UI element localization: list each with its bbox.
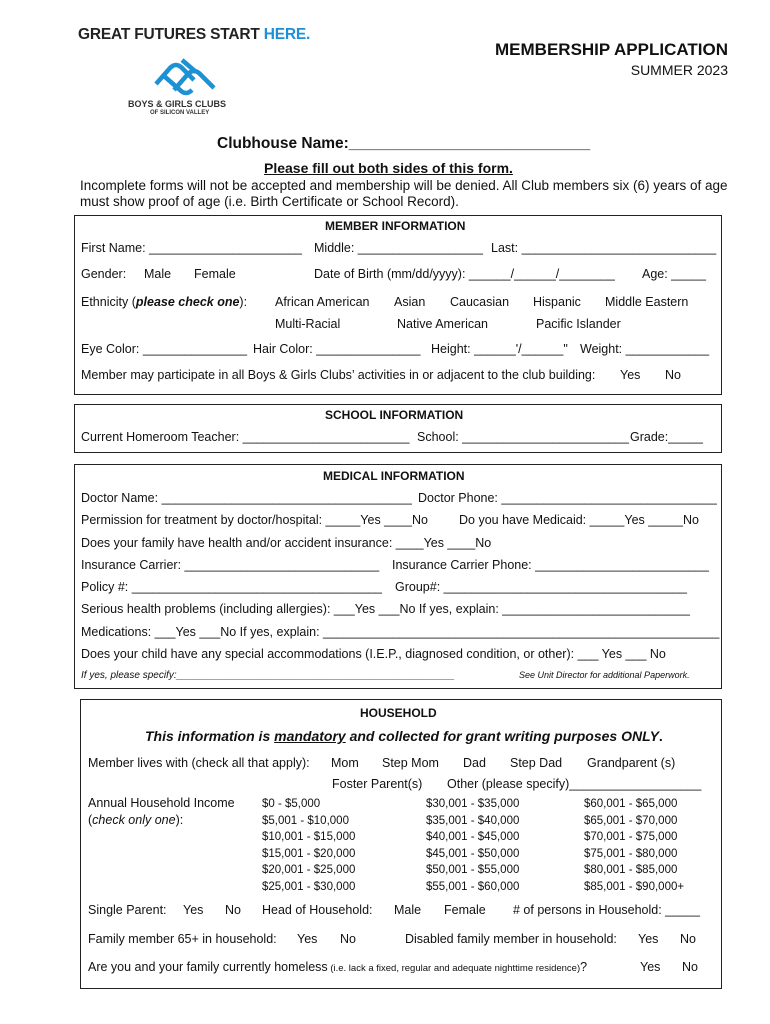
income-column-3: [584, 796, 684, 895]
grade-field[interactable]: Grade:_____: [630, 430, 703, 444]
income-option[interactable]: $40,001 - $45,000: [426, 831, 520, 843]
lives-with-dad[interactable]: Dad: [463, 756, 486, 770]
clubhouse-name-field[interactable]: Clubhouse Name:____________________________: [217, 135, 591, 152]
income-option[interactable]: $45,001 - $50,000: [426, 847, 520, 860]
gender-label: Gender:: [81, 267, 127, 281]
page-title: MEMBERSHIP APPLICATION: [495, 40, 728, 59]
last-name-field[interactable]: Last: ____________________________: [491, 241, 717, 255]
group-number-field[interactable]: Group#: ___________________________________: [395, 580, 687, 594]
income-column-2: [426, 796, 519, 895]
single-parent-yes[interactable]: Yes: [183, 903, 204, 917]
incomplete-notice: Incomplete forms will not be accepted and membership will be denied. All Club members six (6) years of age must show proof of age (i.e. Birth Certificate or School Record).: [80, 178, 728, 209]
age-field[interactable]: Age: _____: [642, 267, 706, 281]
org-name: BOYS & GIRLS CLUBS: [128, 99, 227, 109]
income-option[interactable]: $5,001 - $10,000: [262, 814, 349, 827]
medical-info-heading: MEDICAL INFORMATION: [323, 469, 465, 483]
income-option[interactable]: $25,001 - $30,000: [262, 880, 356, 893]
income-column-1: [262, 796, 355, 895]
season-label: SUMMER 2023: [630, 62, 728, 78]
lives-with-grandparents[interactable]: Grandparent (s): [587, 756, 676, 770]
height-field[interactable]: Height: ______'/______": [431, 342, 568, 356]
ethnicity-native-american[interactable]: Native American: [397, 317, 489, 331]
income-option[interactable]: $55,001 - $60,000: [426, 880, 520, 893]
household-heading: HOUSEHOLD: [360, 706, 437, 720]
ethnicity-african-american[interactable]: African American: [275, 295, 370, 309]
income-option[interactable]: $85,001 - $90,000+: [584, 880, 685, 893]
school-info-heading: SCHOOL INFORMATION: [325, 408, 464, 422]
ethnicity-caucasian[interactable]: Caucasian: [450, 295, 510, 309]
policy-number-field[interactable]: Policy #: ____________________________________: [81, 580, 382, 594]
ethnicity-hispanic[interactable]: Hispanic: [533, 295, 581, 309]
insurance-field[interactable]: Does your family have health and/or accident insurance: ____Yes ____No: [81, 536, 492, 550]
insurance-carrier-field[interactable]: Insurance Carrier: ____________________________: [81, 558, 380, 572]
income-option[interactable]: $65,001 - $70,000: [584, 814, 678, 827]
tagline-accent: HERE.: [263, 26, 311, 43]
income-option[interactable]: $30,001 - $35,000: [426, 798, 520, 810]
tagline-text: GREAT FUTURES START: [78, 26, 264, 43]
ethnicity-asian[interactable]: Asian: [394, 295, 426, 309]
ethnicity-multi-racial[interactable]: Multi-Racial: [275, 317, 341, 331]
income-option[interactable]: $70,001 - $75,000: [584, 831, 678, 843]
doctor-name-field[interactable]: Doctor Name: ____________________________________: [81, 491, 412, 505]
head-male-option[interactable]: Male: [394, 903, 422, 917]
member-65-label: Family member 65+ in household:: [88, 932, 277, 946]
dob-field[interactable]: Date of Birth (mm/dd/yyyy): ______/______/________: [314, 267, 615, 281]
homeless-question: Are you and your family currently homeless (i.e. lack a fixed, regular and adequate nighttime residence)?: [88, 960, 588, 974]
persons-in-household-field[interactable]: # of persons in Household: _____: [513, 903, 700, 917]
gender-male-option[interactable]: Male: [144, 267, 172, 281]
serious-health-field[interactable]: Serious health problems (including allergies): ___Yes ___No If yes, explain: ___________________________: [81, 602, 691, 616]
treatment-permission-field[interactable]: Permission for treatment by doctor/hospital: _____Yes ____No: [81, 513, 428, 527]
homeroom-teacher-field[interactable]: Current Homeroom Teacher: ________________________: [81, 430, 410, 444]
disabled-member-label: Disabled family member in household:: [405, 932, 617, 946]
member-65-no[interactable]: No: [340, 932, 356, 946]
unit-director-note: See Unit Director for additional Paperwork.: [519, 670, 690, 680]
insurance-carrier-phone-field[interactable]: Insurance Carrier Phone: _________________________: [392, 558, 709, 572]
head-of-household-label: Head of Household:: [262, 903, 373, 917]
doctor-phone-field[interactable]: Doctor Phone: _______________________________: [418, 491, 717, 505]
income-option[interactable]: $60,001 - $65,000: [584, 798, 678, 810]
participation-yes[interactable]: Yes: [620, 368, 641, 382]
income-option[interactable]: $50,001 - $55,000: [426, 864, 520, 876]
participation-question: Member may participate in all Boys & Girls Clubs’ activities in or adjacent to the club building:: [81, 368, 596, 382]
lives-with-step-mom[interactable]: Step Mom: [382, 756, 439, 770]
income-option[interactable]: $10,001 - $15,000: [262, 831, 356, 843]
eye-color-field[interactable]: Eye Color: _______________: [81, 342, 248, 356]
homeless-yes[interactable]: Yes: [640, 960, 661, 974]
disabled-member-yes[interactable]: Yes: [638, 932, 659, 946]
participation-no[interactable]: No: [665, 368, 681, 382]
gender-female-option[interactable]: Female: [194, 267, 236, 281]
income-option[interactable]: $15,001 - $20,000: [262, 847, 356, 860]
income-option[interactable]: $80,001 - $85,000: [584, 864, 678, 876]
medicaid-field[interactable]: Do you have Medicaid: _____Yes _____No: [459, 513, 699, 527]
lives-with-label: Member lives with (check all that apply):: [88, 756, 310, 770]
lives-with-step-dad[interactable]: Step Dad: [510, 756, 563, 770]
bgc-logo-icon: [150, 54, 220, 101]
ethnicity-middle-eastern[interactable]: Middle Eastern: [605, 295, 689, 309]
middle-name-field[interactable]: Middle: __________________: [314, 241, 483, 255]
single-parent-label: Single Parent:: [88, 903, 167, 917]
lives-with-mom[interactable]: Mom: [331, 756, 359, 770]
head-female-option[interactable]: Female: [444, 903, 486, 917]
disabled-member-no[interactable]: No: [680, 932, 696, 946]
member-65-yes[interactable]: Yes: [297, 932, 318, 946]
weight-field[interactable]: Weight: ____________: [580, 342, 710, 356]
org-subname: OF SILICON VALLEY: [150, 110, 210, 116]
member-info-heading: MEMBER INFORMATION: [325, 219, 466, 233]
mandatory-notice: This information is mandatory and collected for grant writing purposes ONLY.: [145, 728, 663, 744]
school-field[interactable]: School: ________________________: [417, 430, 630, 444]
first-name-field[interactable]: First Name: ______________________: [81, 241, 303, 255]
medications-field[interactable]: Medications: ___Yes ___No If yes, explain: _________________________________________________________: [81, 625, 720, 639]
accommodations-specify-field[interactable]: If yes, please specify:__________________________________________________: [81, 670, 455, 681]
homeless-no[interactable]: No: [682, 960, 698, 974]
accommodations-field[interactable]: Does your child have any special accommodations (I.E.P., diagnosed condition, or other): ___ Yes ___ No: [81, 647, 666, 661]
ethnicity-label: Ethnicity (please check one):: [81, 295, 248, 309]
ethnicity-pacific-islander[interactable]: Pacific Islander: [536, 317, 621, 331]
single-parent-no[interactable]: No: [225, 903, 241, 917]
income-label: Annual Household Income: [88, 796, 235, 810]
lives-with-foster-parents[interactable]: Foster Parent(s): [332, 777, 423, 791]
fill-out-notice: Please fill out both sides of this form.: [264, 160, 513, 176]
hair-color-field[interactable]: Hair Color: _______________: [253, 342, 421, 356]
lives-with-other[interactable]: Other (please specify)___________________: [447, 777, 702, 791]
tagline: [78, 26, 310, 44]
income-option[interactable]: $0 - $5,000: [262, 798, 321, 810]
income-note: (check only one):: [88, 813, 184, 827]
income-option[interactable]: $35,001 - $40,000: [426, 814, 520, 827]
income-option[interactable]: $20,001 - $25,000: [262, 864, 356, 876]
income-option[interactable]: $75,001 - $80,000: [584, 847, 678, 860]
